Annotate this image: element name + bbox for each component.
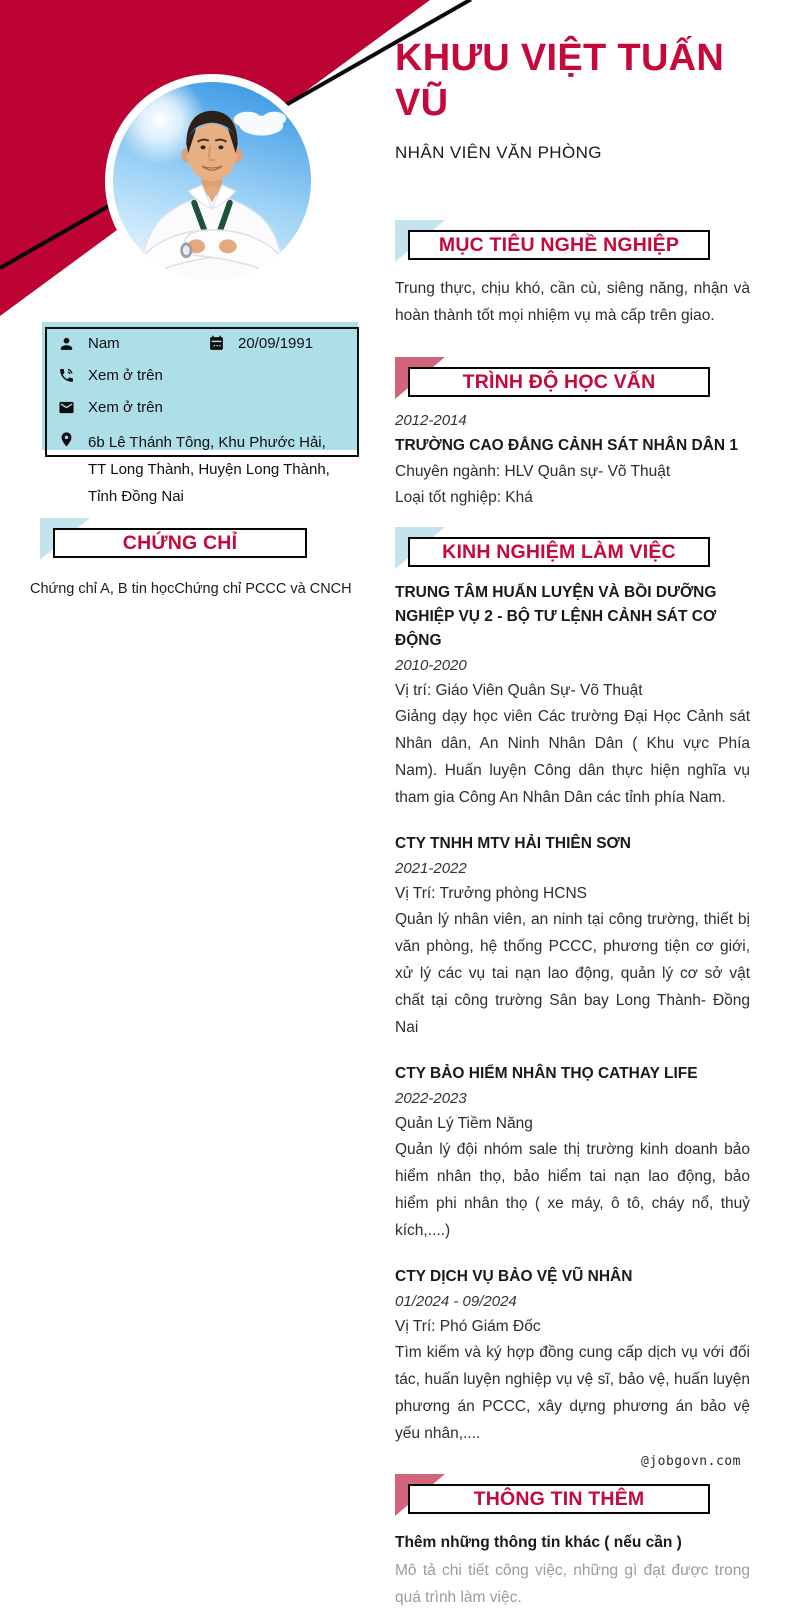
person-icon [58,335,75,352]
phone-icon [58,367,75,384]
dob-value: 20/09/1991 [238,335,314,352]
contact-info-box [42,322,358,521]
candidate-name-line2: VŨ [395,82,449,124]
objective-header [408,230,710,260]
job-company: CTY BẢO HIỂM NHÂN THỌ CATHAY LIFE [395,1065,698,1082]
contact-row-address [58,429,342,510]
job-item [395,581,750,811]
additional-info-title-box [408,1484,710,1514]
job-period: 01/2024 - 09/2024 [395,1293,517,1310]
experience-title-box [408,537,710,567]
job-description: Quản lý đội nhóm sale thị trường kinh doanh bảo hiểm nhân thọ, bảo hiểm tai nạn lao động, bảo hiểm phi nhân thọ ( xe máy, ô tô, cháy nổ, thuỷ kích,....) [395,1141,750,1239]
certificates-title: CHỨNG CHỈ [122,531,238,554]
profile-photo-ring [105,74,319,288]
job-position: Quản Lý Tiềm Năng [395,1115,533,1132]
gender-value: Nam [88,335,120,352]
job-company: CTY TNHH MTV HẢI THIÊN SƠN [395,835,631,852]
location-icon [58,431,75,448]
candidate-name [395,36,750,126]
job-description: Giảng dạy học viên Các trường Đại Học Cảnh sát Nhân dân, An Ninh Nhân Dân ( Khu vực Phía Nam). Huấn luyện Công dân thực hiện nghĩa vụ tham gia Công An Nhân Dân các tỉnh phía Nam. [395,708,750,806]
contact-row-email [58,397,342,418]
additional-info-header [408,1484,710,1514]
job-position: Vị Trí: Phó Giám Đốc [395,1318,541,1335]
candidate-job-title: NHÂN VIÊN VĂN PHÒNG [395,143,602,162]
contact-row-phone [58,365,342,386]
job-company: TRUNG TÂM HUẤN LUYỆN VÀ BỒI DƯỠNG NGHIỆP VỤ 2 - BỘ TƯ LỆNH CẢNH SÁT CƠ ĐỘNG [395,584,717,649]
additional-info-line2: Mô tả chi tiết công việc, những gì đạt được trong quá trình làm việc. [395,1562,750,1606]
job-period: 2022-2023 [395,1090,467,1107]
certificates-content: Chứng chỉ A, B tin họcChứng chỉ PCCC và CNCH [30,581,352,597]
phone-value: Xem ở trên [88,367,163,384]
education-major: Chuyên ngành: HLV Quân sự- Võ Thuật [395,463,671,480]
main-column [395,0,750,1611]
job-position: Vị trí: Giáo Viên Quân Sự- Võ Thuật [395,682,643,699]
objective-content: Trung thực, chịu khó, cần cù, siêng năng, nhận và hoàn thành tốt mọi nhiệm vụ mà cấp trên giao. [395,280,750,324]
objective-title: MỤC TIÊU NGHỀ NGHIỆP [438,233,680,256]
candidate-name-line1: KHƯU VIỆT TUẤN [395,37,725,79]
calendar-icon [208,335,225,352]
certificates-header [53,528,307,558]
certificates-title-box [53,528,307,558]
experience-title: KINH NGHIỆM LÀM VIỆC [442,540,676,563]
education-school: TRƯỜNG CAO ĐẲNG CẢNH SÁT NHÂN DÂN 1 [395,437,738,454]
address-value: 6b Lê Thánh Tông, Khu Phước Hải, TT Long Thành, Huyện Long Thành, Tỉnh Đồng Nai [88,434,330,505]
education-title-box [408,367,710,397]
job-item [395,1062,750,1244]
email-value: Xem ở trên [88,399,163,416]
job-company: CTY DỊCH VỤ BẢO VỆ VŨ NHÂN [395,1268,633,1285]
job-period: 2021-2022 [395,860,467,877]
education-grade: Loại tốt nghiệp: Khá [395,489,533,506]
education-header [408,367,710,397]
objective-title-box [408,230,710,260]
experience-header [408,537,710,567]
education-title: TRÌNH ĐỘ HỌC VẤN [462,370,656,393]
contact-row-gender-dob [58,333,342,354]
education-item [395,409,750,511]
job-position: Vị Trí: Trưởng phòng HCNS [395,885,587,902]
job-description: Quản lý nhân viên, an ninh tại công trường, thiết bị văn phòng, hệ thống PCCC, phương tiện cơ giới, xử lý các vụ tai nạn lao động, quản lý cơ sở vật chất tại công trường Sân bay Long Thành- Đồng Nai [395,911,750,1036]
job-period: 2010-2020 [395,657,467,674]
certificates-section [30,528,360,597]
additional-info-line1: Thêm những thông tin khác ( nếu cần ) [395,1534,682,1551]
job-description: Tìm kiếm và ký hợp đồng cung cấp dịch vụ với đối tác, huấn luyện nghiệp vụ vệ sĩ, bảo vệ, huấn luyện phương án PCCC, xây dựng phương án bảo vệ yếu nhân,.... [395,1344,750,1442]
profile-photo [113,82,311,280]
additional-info-title: THÔNG TIN THÊM [473,1487,645,1510]
job-item [395,1265,750,1447]
mail-icon [58,399,75,416]
education-period: 2012-2014 [395,412,467,429]
profile-photo-illustration [113,82,311,280]
watermark: @jobgovn.com [641,1454,741,1469]
job-item [395,832,750,1041]
